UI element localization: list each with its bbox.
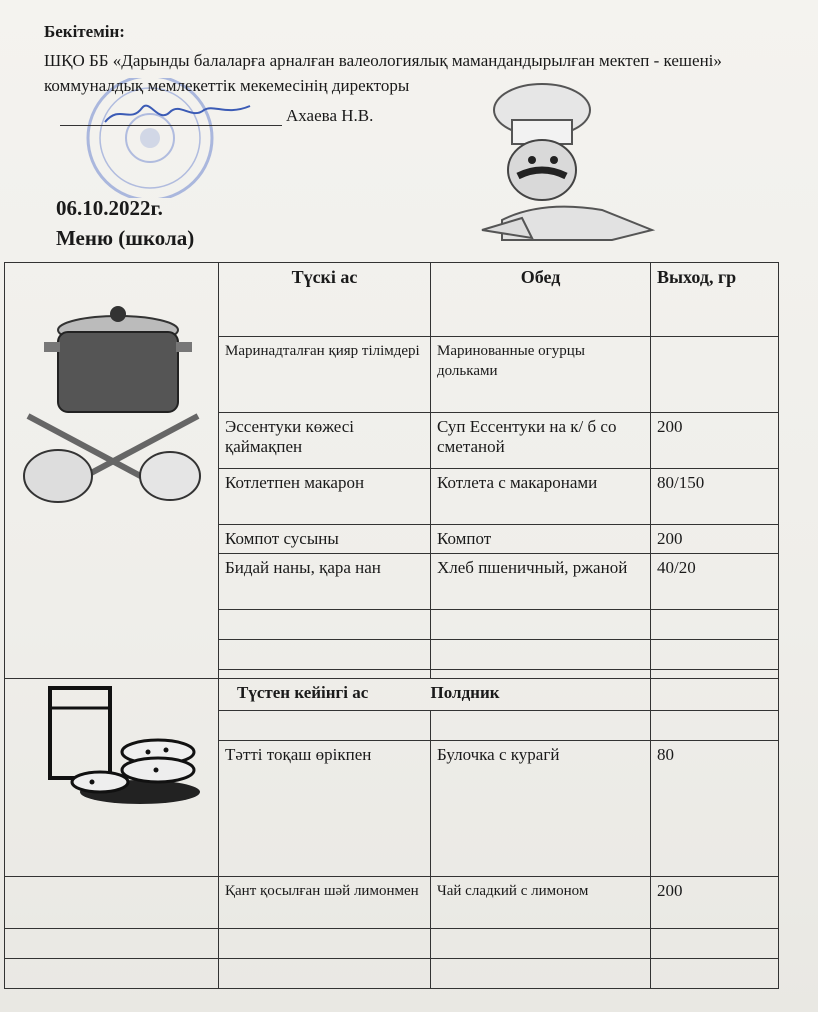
- menu-table: [4, 262, 779, 989]
- header-kk: Түскі ас: [219, 263, 431, 337]
- dish-yield: 80/150: [651, 469, 779, 525]
- dish-ru: Котлета с макаронами: [431, 469, 651, 525]
- table-row: [5, 877, 779, 929]
- menu-date: 06.10.2022г.: [56, 196, 163, 220]
- dish-ru: Хлеб пшеничный, ржаной: [431, 554, 651, 610]
- dish-kk: Бидай наны, қара нан: [219, 554, 431, 610]
- snack-header-ru: Полдник: [430, 683, 500, 702]
- header-yield: Выход, гр: [651, 263, 779, 337]
- snack-header-row: [5, 679, 779, 711]
- snack-ru: Булочка с курагй: [431, 741, 651, 877]
- chef-illustration: [462, 80, 662, 250]
- dish-ru: Маринованные огурцы дольками: [431, 337, 651, 413]
- director-name: Ахаева Н.В.: [286, 106, 374, 125]
- snack-ru: Чай сладкий с лимоном: [431, 877, 651, 929]
- snack-yield: 200: [651, 877, 779, 929]
- snack-image-cell: [5, 679, 219, 877]
- signature-line: [60, 109, 282, 126]
- table-header-row: [5, 263, 779, 337]
- snack-header: [219, 679, 651, 711]
- snack-kk: Қант қосылған шәй лимонмен: [219, 877, 431, 929]
- menu-title: Меню (школа): [56, 226, 195, 250]
- dish-yield: 200: [651, 413, 779, 469]
- dish-yield: 40/20: [651, 554, 779, 610]
- dish-ru: Суп Ессентуки на к/ б со сметаной: [431, 413, 651, 469]
- approval-organization: ШҚО ББ «Дарынды балаларға арналған валеологиялық мамандандырылған мектеп - кешені» коммуналдық мемлекеттік мекемесінің директоры: [44, 51, 722, 95]
- snack-kk: Тәтті тоқаш өрікпен: [219, 741, 431, 877]
- header-ru: Обед: [431, 263, 651, 337]
- dish-kk: Компот сусыны: [219, 525, 431, 554]
- dish-kk: Эссентуки көжесі қаймақпен: [219, 413, 431, 469]
- dish-yield: 200: [651, 525, 779, 554]
- empty-row: [5, 959, 779, 989]
- empty-row: [5, 929, 779, 959]
- snack-yield: 80: [651, 741, 779, 877]
- dish-kk: Маринадталған қияр тілімдері: [219, 337, 431, 413]
- dish-ru: Компот: [431, 525, 651, 554]
- snack-header-kk: Түстен кейінгі ас: [237, 683, 369, 702]
- director-signline: [60, 106, 373, 126]
- dish-yield: [651, 337, 779, 413]
- dish-kk: Котлетпен макарон: [219, 469, 431, 525]
- lunch-image-cell: [5, 263, 219, 679]
- approval-title: Бекітемін:: [44, 22, 125, 41]
